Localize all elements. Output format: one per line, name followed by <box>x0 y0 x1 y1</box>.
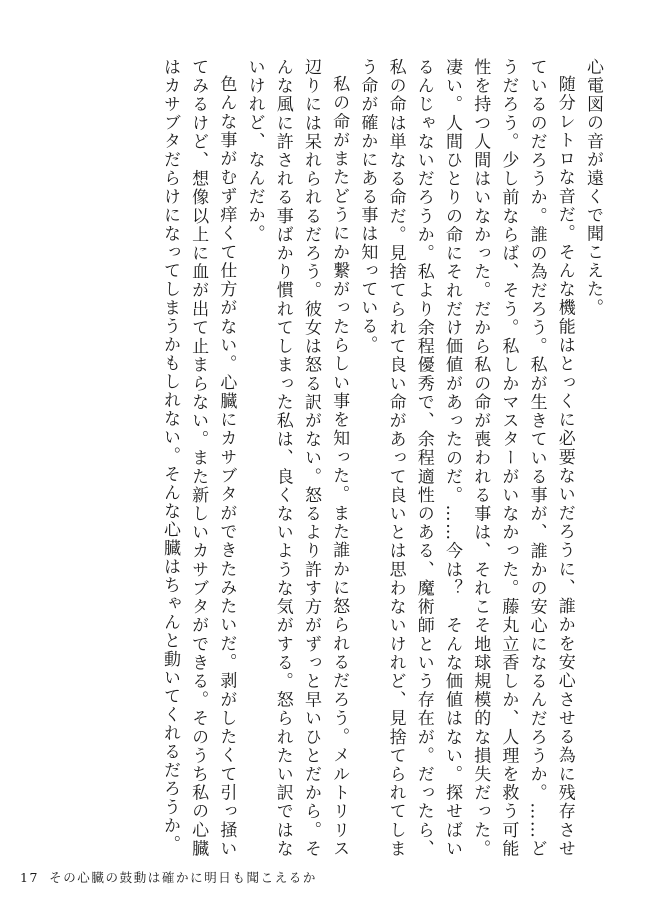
body-text <box>32 58 607 858</box>
paragraph-1: 心電図の音が遠くで聞こえた。 <box>583 58 603 317</box>
page-number: 17 <box>20 870 40 885</box>
paragraph-2: 随分レトロな音だ。そんな機能はとっくに必要ないだろうに、誰かを安心させる為に残存させているのだろうか。誰の為だろう。私が生きている事が、誰かの安心になるんだろうか。……どうだろう。少し前ならば、そう。私しかマスターがいなかった。藤丸立香しか、人理を救う可能性を持つ人間はいなかった。だから私の命が喪われる事は、それこそ地球規模的な損失だった。凄い。人間ひとりの命にそれだけ価値があったのだ。……今は？ そんな価値はない。探せばいるんじゃないだろうか。私より余程優秀で、余程適性のある、魔術師という存在が。だったら、私の命は単なる命だ。見捨てられて良い命があって良いとは思わないけれど、見捨てられてしまう命が確かにある事は知っている。 <box>357 58 575 859</box>
page-footer <box>20 868 317 886</box>
paragraph-4: 色んな事がむず痒くて仕方がない。心臓にカサブタができたみたいだ。剥がしたくて引っ掻いてみるけど、想像以上に血が出て止まらない。また新しいカサブタができる。そのうち私の心臓はカサブタだらけになってしまうかもしれない。そんな心臓はちゃんと動いてくれるだろうか。 <box>159 58 237 859</box>
paragraph-3: 私の命がまたどうにか繋がったらしい事を知った。また誰かに怒られるだろう。メルトリリス辺りには呆れられるだろう。彼女は怒る訳がない。怒るより許す方がずっと早いひとだから。そんな風に許される事ばかり慣れてしまった私は、良くないような気がする。怒られたい訳ではないけれど、なんだか。 <box>244 58 350 858</box>
running-title: その心臓の鼓動は確かに明日も聞こえるか <box>49 870 318 885</box>
